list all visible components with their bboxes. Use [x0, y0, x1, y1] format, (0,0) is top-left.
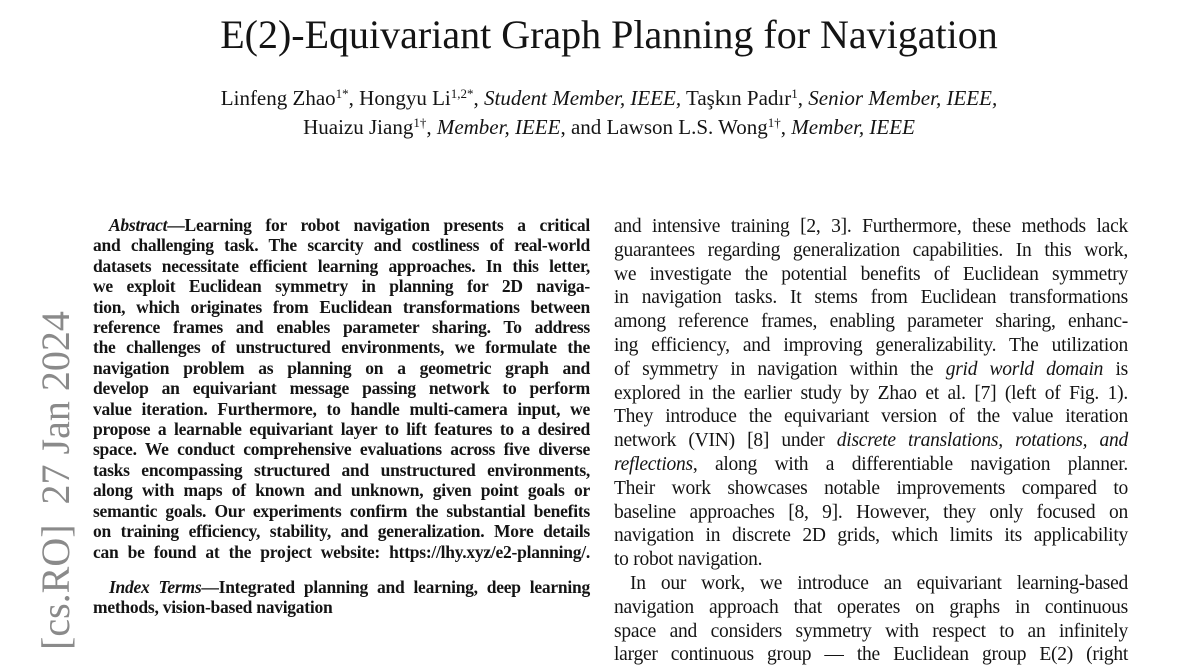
text-segment: reference frames and enables parameter sharing. To address — [93, 317, 590, 338]
text-line — [93, 358, 590, 378]
text-segment: ing efficiency, and improving generalizability. The utilization — [614, 334, 1128, 356]
text-segment: space. We conduct comprehensive evaluations across five diverse — [93, 439, 590, 460]
text-line — [614, 215, 1128, 239]
text-line — [614, 524, 1128, 548]
italic-text: Member, IEEE — [436, 115, 561, 139]
text-segment: Their work showcases notable improvements compared to — [614, 477, 1128, 499]
text-segment: Huaizu Jiang — [303, 115, 414, 139]
text-line — [614, 548, 1128, 572]
left-column — [93, 215, 590, 667]
authors-block — [90, 84, 1128, 142]
text-segment: semantic goals. Our experiments confirm the substantial benefits — [93, 500, 590, 521]
text-segment: , — [780, 115, 792, 139]
text-line — [93, 521, 590, 541]
text-line — [93, 597, 590, 617]
text-segment: , along with a differentiable navigation planner. — [692, 453, 1128, 475]
text-segment: of symmetry in navigation within the — [614, 358, 946, 380]
text-line — [614, 382, 1128, 406]
text-line — [93, 542, 590, 562]
paper-title: E(2)-Equivariant Graph Planning for Navigation — [220, 12, 998, 57]
italic-text: Student Member, IEEE, — [483, 86, 682, 110]
text-segment: methods, vision-based navigation — [93, 597, 333, 618]
text-line — [614, 358, 1128, 382]
text-segment: , — [797, 86, 809, 110]
text-segment: guarantees regarding generalization capabilities. In this work, — [614, 239, 1128, 261]
text-line — [614, 643, 1128, 667]
author-affiliation-superscript: 1 — [791, 86, 798, 101]
text-segment: the challenges of unstructured environments, we formulate the — [93, 337, 590, 358]
text-segment: value iteration. Furthermore, to handle multi-camera input, we — [93, 398, 590, 419]
author-line-1 — [90, 84, 1128, 113]
text-line — [93, 399, 590, 419]
text-segment: —Integrated planning and learning, deep learning — [201, 576, 590, 597]
text-segment: , — [473, 86, 484, 110]
text-segment: network (VIN) [8] under — [614, 430, 837, 452]
text-segment: we investigate the potential benefits of Euclidean symmetry — [614, 263, 1128, 285]
author-affiliation-superscript: 1,2* — [450, 86, 474, 101]
text-line — [93, 439, 590, 459]
text-segment: , — [426, 115, 437, 139]
text-line — [93, 235, 590, 255]
text-line — [614, 572, 1128, 596]
text-segment: , and Lawson L.S. Wong — [560, 115, 768, 139]
italic-text: Abstract — [109, 215, 168, 235]
text-segment: baseline approaches [8, 9]. However, they only focused on — [614, 501, 1128, 523]
text-segment: and challenging task. The scarcity and costliness of real-world — [93, 235, 590, 256]
text-segment: in navigation tasks. It stems from Euclidean transformations — [614, 287, 1128, 309]
text-segment: is — [1103, 358, 1128, 380]
text-segment: along with maps of known and unknown, given point goals or — [93, 480, 590, 501]
text-line — [93, 378, 590, 398]
text-line — [93, 460, 590, 480]
text-segment: Taşkın Padır — [681, 86, 792, 110]
text-line — [614, 286, 1128, 310]
text-segment: navigation approach that operates on graphs in continuous — [614, 596, 1128, 618]
text-segment: propose a learnable equivariant layer to lift features to a desired — [93, 419, 590, 440]
text-segment: among reference frames, enabling parameter sharing, enhanc- — [614, 311, 1128, 333]
text-line — [93, 501, 590, 521]
text-segment: on training efficiency, stability, and generalization. More details — [93, 521, 590, 542]
text-line — [614, 405, 1128, 429]
text-segment: to robot navigation. — [614, 549, 763, 571]
text-segment: space and considers symmetry with respect to an infinitely — [614, 620, 1128, 642]
text-line — [614, 477, 1128, 501]
text-line — [93, 215, 590, 235]
text-segment: tasks encompassing structured and unstructured environments, — [93, 459, 590, 480]
text-line — [614, 620, 1128, 644]
text-line — [614, 596, 1128, 620]
italic-text: Senior Member, IEEE, — [808, 86, 998, 110]
text-segment: larger continuous group — the Euclidean group E(2) (right — [614, 644, 1128, 666]
text-line — [614, 239, 1128, 263]
arxiv-stamp: [cs.RO] 27 Jan 2024 — [33, 311, 78, 650]
text-segment: In our work, we introduce an equivariant learning-based — [630, 572, 1128, 594]
text-line — [614, 263, 1128, 287]
author-affiliation-superscript: 1† — [767, 115, 781, 130]
text-line — [93, 480, 590, 500]
text-segment: Linfeng Zhao — [220, 86, 336, 110]
text-segment: and intensive training [2, 3]. Furthermore, these methods lack — [614, 216, 1128, 237]
text-line — [614, 310, 1128, 334]
text-segment: tion, which originates from Euclidean transformations between — [93, 296, 590, 317]
italic-text: Member, IEEE — [791, 115, 915, 139]
author-affiliation-superscript: 1* — [335, 86, 349, 101]
text-line — [93, 256, 590, 276]
text-line — [93, 419, 590, 439]
text-line — [614, 334, 1128, 358]
text-line — [93, 317, 590, 337]
text-segment: can be found at the project website: — [93, 541, 390, 562]
index-terms-section — [93, 577, 590, 618]
text-segment: , Hongyu Li — [348, 86, 451, 110]
text-segment: datasets necessitate efficient learning approaches. In this letter, — [93, 255, 590, 276]
text-line — [614, 429, 1128, 453]
text-segment: we exploit Euclidean symmetry in planning for 2D naviga- — [93, 276, 590, 297]
text-segment: navigation problem as planning on a geometric graph and — [93, 357, 590, 378]
project-url-link[interactable]: https://lhy.xyz/e2-planning/ — [389, 541, 586, 562]
text-line — [93, 297, 590, 317]
text-segment: They introduce the equivariant version of the value iteration — [614, 406, 1128, 428]
text-segment: develop an equivariant message passing network to perform — [93, 378, 590, 399]
text-segment: —Learning for robot navigation presents a critical — [167, 215, 590, 235]
author-line-2 — [90, 113, 1128, 142]
italic-text: discrete translations, rotations, and — [836, 430, 1128, 452]
two-column-body — [93, 215, 1128, 667]
text-line — [614, 501, 1128, 525]
text-segment: . — [585, 541, 590, 562]
text-line — [93, 577, 590, 597]
italic-text: grid world domain — [945, 358, 1104, 380]
text-line — [614, 453, 1128, 477]
italic-text: Index Terms — [109, 576, 202, 597]
text-line — [93, 276, 590, 296]
italic-text: reflections — [614, 453, 693, 475]
abstract-section — [93, 215, 590, 562]
right-column — [614, 215, 1128, 667]
text-line — [93, 337, 590, 357]
text-segment: explored in the earlier study by Zhao et al. [7] (left of Fig. 1). — [614, 382, 1128, 404]
author-affiliation-superscript: 1† — [413, 115, 427, 130]
text-segment: navigation in discrete 2D grids, which limits its applicability — [614, 525, 1128, 547]
